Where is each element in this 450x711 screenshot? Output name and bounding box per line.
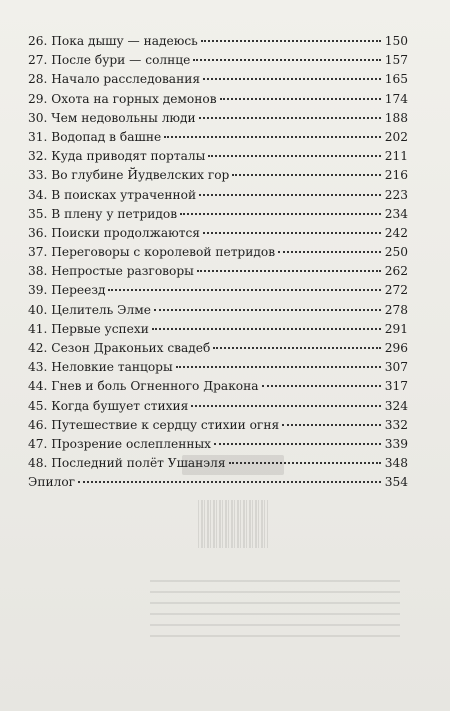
toc-dot-leader <box>203 232 381 234</box>
toc-dot-leader <box>191 405 381 407</box>
toc-dot-leader <box>214 443 381 445</box>
toc-entry <box>28 416 408 435</box>
table-of-contents <box>28 32 408 493</box>
toc-entry-title: 47. Прозрение ослепленных <box>28 436 212 451</box>
toc-entry <box>28 186 408 205</box>
toc-entry <box>28 301 408 320</box>
show-through-imprint <box>150 580 400 640</box>
toc-entry-title: 32. Куда приводят порталы <box>28 149 206 164</box>
toc-entry-page-number: 296 <box>384 341 408 355</box>
toc-dot-leader <box>78 481 381 483</box>
toc-entry <box>28 224 408 243</box>
toc-dot-leader <box>108 289 381 291</box>
toc-entry-title: 36. Поиски продолжаются <box>28 225 200 240</box>
toc-dot-leader <box>152 328 381 330</box>
toc-entry-page-number: 317 <box>384 379 408 394</box>
toc-entry-title: 46. Путешествие к сердцу стихии огня <box>28 417 280 432</box>
toc-entry-page-number: 223 <box>384 187 408 202</box>
toc-dot-leader <box>199 117 381 119</box>
toc-entry-title: 37. Переговоры с королевой петридов <box>28 245 276 260</box>
toc-entry-page-number: 242 <box>384 225 408 240</box>
toc-entry-page-number: 262 <box>384 264 408 279</box>
toc-entry-title: 34. В поисках утраченной <box>28 187 197 202</box>
toc-dot-leader <box>208 155 381 157</box>
toc-dot-leader <box>229 462 381 464</box>
toc-entry-title: 45. Когда бушует стихия <box>28 398 189 413</box>
toc-entry-page-number: 348 <box>384 456 408 471</box>
toc-entry <box>28 51 408 70</box>
toc-entry-page-number: 278 <box>384 302 408 317</box>
toc-entry-title: 29. Охота на горных демонов <box>28 91 217 106</box>
toc-entry <box>28 397 408 416</box>
toc-entry-page-number: 150 <box>384 34 408 48</box>
toc-dot-leader <box>193 59 381 61</box>
toc-dot-leader <box>201 40 381 42</box>
toc-entry-title: 39. Переезд <box>28 283 106 298</box>
toc-entry <box>28 339 408 358</box>
toc-entry-title: 33. Во глубине Йудвелских гор <box>28 168 230 183</box>
toc-entry-page-number: 202 <box>384 129 408 144</box>
toc-entry-title: 26. Пока дышу — надеюсь <box>28 34 198 48</box>
toc-entry <box>28 147 408 166</box>
toc-entry-page-number: 339 <box>384 436 408 451</box>
toc-entry-title: 30. Чем недовольны люди <box>28 110 196 125</box>
toc-entry <box>28 70 408 89</box>
toc-entry-page-number: 188 <box>384 110 408 125</box>
toc-entry-page-number: 234 <box>384 206 408 221</box>
toc-entry <box>28 320 408 339</box>
toc-dot-leader <box>199 194 381 196</box>
toc-entry <box>28 243 408 262</box>
toc-entry-page-number: 332 <box>384 417 408 432</box>
toc-entry-title: 43. Неловкие танцоры <box>28 360 173 375</box>
toc-entry <box>28 166 408 185</box>
toc-entry-page-number: 307 <box>384 360 408 375</box>
toc-dot-leader <box>197 270 381 272</box>
toc-entry-title: 42. Сезон Драконьих свадеб <box>28 341 211 355</box>
toc-entry <box>28 90 408 109</box>
toc-entry-title: 27. После бури — солнце <box>28 53 191 68</box>
toc-entry <box>28 454 408 473</box>
toc-entry-page-number: 272 <box>384 283 408 298</box>
toc-entry-title: 40. Целитель Элме <box>28 302 151 317</box>
toc-entry-page-number: 174 <box>384 91 408 106</box>
toc-entry-title: 41. Первые успехи <box>28 321 149 336</box>
toc-entry <box>28 281 408 300</box>
toc-dot-leader <box>262 385 381 387</box>
toc-dot-leader <box>176 366 381 368</box>
toc-entry-title: 38. Непростые разговоры <box>28 264 194 279</box>
toc-dot-leader <box>220 98 381 100</box>
toc-entry <box>28 473 408 492</box>
toc-entry-title: 31. Водопад в башне <box>28 129 162 144</box>
toc-entry <box>28 435 408 454</box>
toc-entry-page-number: 216 <box>384 168 408 183</box>
toc-dot-leader <box>164 136 381 138</box>
toc-dot-leader <box>232 174 381 176</box>
toc-dot-leader <box>278 251 381 253</box>
toc-entry-title: 48. Последний полёт Ушанэля <box>28 456 226 471</box>
toc-dot-leader <box>203 78 381 80</box>
toc-entry <box>28 262 408 281</box>
toc-entry-page-number: 157 <box>384 53 408 68</box>
toc-entry <box>28 128 408 147</box>
toc-entry-title: Эпилог <box>28 475 76 490</box>
toc-entry-title: 44. Гнев и боль Огненного Дракона <box>28 379 259 394</box>
toc-entry-page-number: 250 <box>384 245 408 260</box>
toc-entry-page-number: 324 <box>384 398 408 413</box>
toc-entry <box>28 32 408 51</box>
toc-dot-leader <box>213 347 381 349</box>
toc-entry-page-number: 354 <box>384 475 408 490</box>
toc-entry <box>28 377 408 396</box>
toc-dot-leader <box>282 424 381 426</box>
toc-dot-leader <box>154 309 381 311</box>
toc-entry-page-number: 291 <box>384 321 408 336</box>
toc-entry-page-number: 211 <box>384 149 408 164</box>
toc-entry-page-number: 165 <box>384 72 408 87</box>
toc-entry <box>28 358 408 377</box>
toc-entry-title: 28. Начало расследования <box>28 72 201 87</box>
toc-entry <box>28 205 408 224</box>
show-through-barcode <box>198 500 268 548</box>
toc-dot-leader <box>180 213 381 215</box>
toc-entry-title: 35. В плену у петридов <box>28 206 178 221</box>
toc-entry <box>28 109 408 128</box>
